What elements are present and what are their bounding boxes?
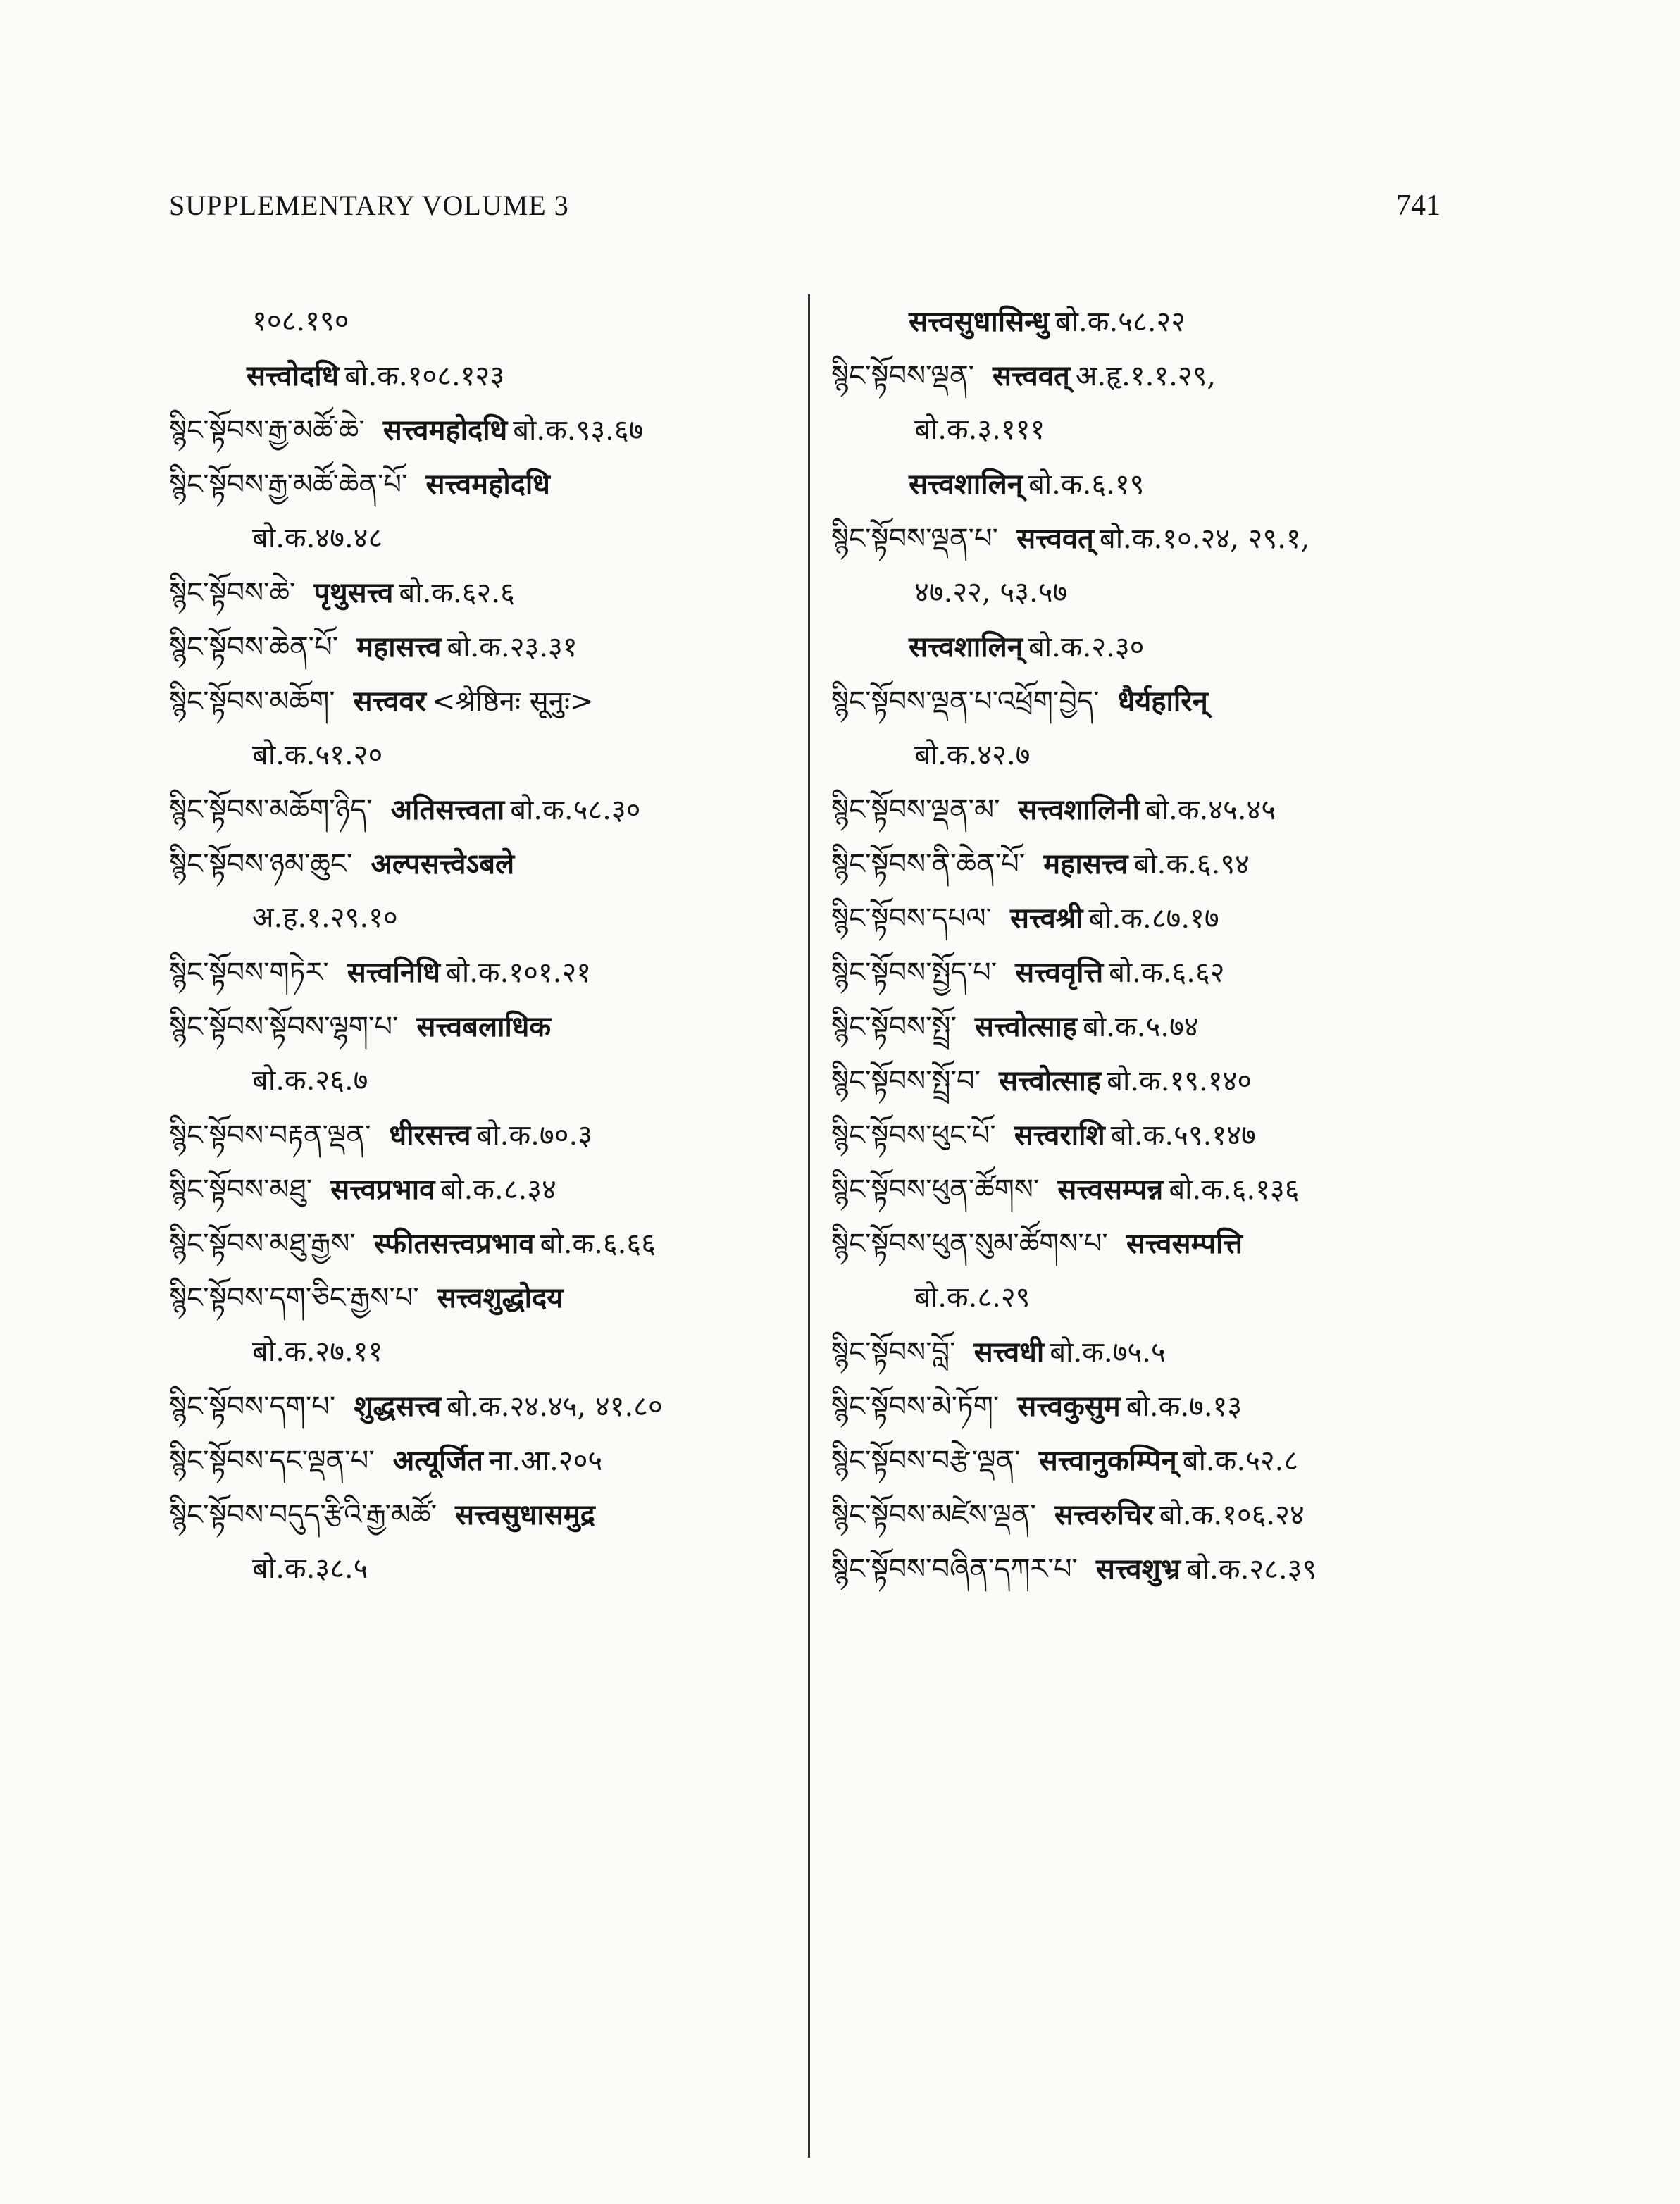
dictionary-entry-line (169, 403, 803, 457)
source-reference: बो.क.१९.१४० (1107, 1065, 1252, 1097)
source-reference: <श्रेष्ठिनः सूनुः> (431, 685, 594, 718)
sanskrit-equivalent: सत्त्वशालिन् (909, 630, 1023, 664)
source-reference: बो.क.६२.६ (399, 577, 515, 609)
source-reference: बो.क.३८.५ (252, 1552, 368, 1585)
source-reference: बो.क.५.७४ (1083, 1011, 1199, 1043)
dictionary-entry-line (169, 1488, 803, 1542)
tibetan-headword: སྙིང་སྟོབས་སྤྲོ་བ་ (831, 1065, 981, 1097)
tibetan-headword: སྙིང་སྟོབས་མེ་ཏོག་ (831, 1390, 1000, 1423)
tibetan-headword: སྙིང་སྟོབས་སྟོབས་ལྷག་པ་ (169, 1011, 399, 1043)
tibetan-headword: སྙིང་སྟོབས་དག་ཅིང་རྒྱས་པ་ (169, 1282, 419, 1314)
sanskrit-equivalent: सत्त्वसम्पत्ति (1126, 1227, 1243, 1260)
dictionary-entry-line (831, 620, 1444, 674)
source-reference: बो.क.५८.२२ (1054, 306, 1186, 338)
sanskrit-equivalent: सत्त्वबलाधिक (416, 1010, 552, 1043)
source-reference: बो.क.१०६.२४ (1159, 1499, 1305, 1531)
dictionary-entry-line (831, 1379, 1444, 1433)
sanskrit-equivalent: महासत्त्व (1043, 847, 1128, 880)
source-reference: बो.क.२८.३९ (1186, 1553, 1317, 1586)
tibetan-headword: སྙིང་སྟོབས་དཔལ་ (831, 902, 992, 935)
dictionary-entry-line (169, 511, 803, 566)
dictionary-entry-line (831, 1108, 1444, 1162)
sanskrit-equivalent: सत्त्वशुभ्र (1095, 1552, 1181, 1586)
source-reference: अ.ह.१.२९.१० (252, 902, 398, 934)
sanskrit-equivalent: सत्त्वमहोदधि (382, 413, 508, 447)
source-reference: बो.क.८.३४ (440, 1173, 556, 1206)
sanskrit-equivalent: सत्त्वोदधि (247, 359, 340, 392)
source-reference: बो.क.१०१.२१ (445, 957, 592, 989)
tibetan-headword: སྙིང་སྟོབས་མཛེས་ལྡན་ (831, 1499, 1036, 1531)
dictionary-entry-line (169, 457, 803, 511)
sanskrit-equivalent: सत्त्वशालिन् (909, 468, 1023, 501)
dictionary-entry-line (169, 294, 803, 349)
tibetan-headword: སྙིང་སྟོབས་ཕུན་ཚོགས་ (831, 1173, 1040, 1206)
tibetan-headword: སྙིང་སྟོབས་མཐུ་ (169, 1173, 313, 1206)
source-reference: बो.क.५८.३० (510, 794, 641, 826)
sanskrit-equivalent: सत्त्वप्रभाव (330, 1173, 435, 1206)
sanskrit-equivalent: सत्त्वसम्पन्न (1057, 1173, 1164, 1206)
tibetan-headword: སྙིང་སྟོབས་ཆེན་པོ་ (169, 631, 339, 664)
page-header (169, 182, 1441, 231)
sanskrit-equivalent: सत्त्वरुचिर (1054, 1498, 1154, 1531)
tibetan-headword: སྙིང་སྟོབས་དག་པ་ (169, 1390, 336, 1423)
dictionary-entry-line (831, 1271, 1444, 1325)
source-reference: बो.क.४५.४५ (1145, 794, 1276, 826)
source-reference: बो.क.६.१३६ (1169, 1173, 1300, 1206)
source-reference: बो.क.४२.७ (914, 739, 1031, 771)
sanskrit-equivalent: सत्त्वकुसुम (1017, 1390, 1121, 1423)
dictionary-entry-line (831, 403, 1444, 457)
tibetan-headword: སྙིང་སྟོབས་གཏེར་ (169, 957, 329, 989)
sanskrit-equivalent: पृथुसत्त्व (313, 576, 394, 609)
dictionary-entry-line (831, 891, 1444, 945)
sanskrit-equivalent: सत्त्ववृत्ति (1015, 956, 1104, 989)
dictionary-entry-line (169, 1379, 803, 1433)
dictionary-entry-line (169, 728, 803, 783)
tibetan-headword: སྙིང་སྟོབས་ལྡན་མ་ (831, 794, 1000, 826)
tibetan-headword: སྙིང་སྟོབས་ཆེ་ (169, 577, 296, 609)
dictionary-entry-line (169, 620, 803, 674)
source-reference: बो.क.५९.१४७ (1110, 1119, 1256, 1152)
dictionary-entry-line (831, 1542, 1444, 1596)
dictionary-entry-line (831, 945, 1444, 1000)
dictionary-entry-line (169, 1325, 803, 1379)
dictionary-entry-line (169, 1433, 803, 1488)
dictionary-entry-line (831, 1433, 1444, 1488)
source-reference: ना.आ.२०५ (488, 1445, 603, 1477)
page-number: 741 (1396, 189, 1441, 222)
tibetan-headword: སྙིང་སྟོབས་མཆོག་ (169, 685, 335, 718)
dictionary-entry-line (169, 1216, 803, 1271)
source-reference: बो.क.६.६६ (540, 1228, 656, 1260)
dictionary-entry-line (831, 1216, 1444, 1271)
source-reference: बो.क.५२.८ (1182, 1445, 1299, 1477)
sanskrit-equivalent: शुद्धसत्त्व (354, 1390, 442, 1423)
sanskrit-equivalent: सत्त्वश्री (1009, 902, 1083, 935)
tibetan-headword: སྙིང་སྟོབས་རྒྱ་མཚོ་ཆེ་ (169, 414, 365, 447)
dictionary-entry-line (169, 1542, 803, 1596)
source-reference: बो.क.३.१११ (914, 413, 1045, 446)
sanskrit-equivalent: सत्त्ववर (353, 685, 426, 718)
source-reference: बो.क.७.१३ (1126, 1390, 1243, 1423)
sanskrit-equivalent: सत्त्ववत् (993, 359, 1070, 392)
sanskrit-equivalent: सत्त्वसुधासमुद्र (455, 1498, 595, 1531)
tibetan-headword: སྙིང་སྟོབས་མཆོག་ཉིད་ (169, 794, 373, 826)
dictionary-entry-line (831, 1000, 1444, 1054)
column-divider (808, 294, 810, 2158)
sanskrit-equivalent: सत्त्वानुकम्पिन् (1038, 1444, 1177, 1477)
source-reference: बो.क.७५.५ (1050, 1336, 1166, 1369)
source-reference: बो.क.२३.३१ (447, 631, 578, 664)
sanskrit-equivalent: सत्त्वमहोदधि (425, 468, 550, 501)
tibetan-headword: སྙིང་སྟོབས་སྤྱོད་པ་ (831, 957, 997, 989)
tibetan-headword: སྙིང་སྟོབས་ལྡན་པ་འཕྲོག་བྱེད་ (831, 685, 1100, 718)
running-title: SUPPLEMENTARY VOLUME 3 (169, 189, 569, 221)
tibetan-headword: སྙིང་སྟོབས་མཐུ་རྒྱས་ (169, 1228, 356, 1260)
dictionary-entry-line (831, 349, 1444, 403)
tibetan-headword: སྙིང་སྟོབས་བརྩེ་ལྡན་ (831, 1445, 1021, 1477)
tibetan-headword: སྙིང་སྟོབས་བདུད་རྩིའི་རྒྱ་མཚོ་ (169, 1499, 437, 1531)
tibetan-headword: སྙིང་སྟོབས་ཕུན་སུམ་ཚོགས་པ་ (831, 1228, 1108, 1260)
sanskrit-equivalent: सत्त्वोत्साह (998, 1064, 1102, 1097)
sanskrit-equivalent: धैर्यहारिन् (1117, 685, 1208, 718)
sanskrit-equivalent: अल्पसत्त्वेऽबले (371, 847, 515, 880)
sanskrit-equivalent: सत्त्ववत् (1016, 522, 1094, 555)
dictionary-entry-line (831, 1488, 1444, 1542)
tibetan-headword: སྙིང་སྟོབས་ནི་ཆེན་པོ་ (831, 848, 1026, 880)
source-reference: ४७.२२, ५३.५७ (914, 576, 1068, 609)
sanskrit-equivalent: महासत्त्व (356, 630, 442, 664)
dictionary-entry-line (169, 1108, 803, 1162)
sanskrit-equivalent: सत्त्वशालिनी (1018, 793, 1140, 826)
left-column (169, 294, 803, 2154)
dictionary-entry-line (831, 1162, 1444, 1216)
source-reference: बो.क.६.९४ (1133, 848, 1250, 880)
dictionary-entry-line (169, 566, 803, 620)
dictionary-entry-line (169, 1271, 803, 1325)
dictionary-entry-line (169, 783, 803, 837)
tibetan-headword: སྙིང་སྟོབས་ཉམ་ཆུང་ (169, 848, 353, 880)
source-reference: बो.क.६.६२ (1109, 957, 1225, 989)
sanskrit-equivalent: अतिसत्त्वता (390, 793, 505, 826)
dictionary-entry-line (169, 837, 803, 891)
source-reference: १०८.१९० (252, 305, 349, 337)
sanskrit-equivalent: सत्त्वराशि (1014, 1119, 1105, 1152)
source-reference: बो.क.२६.७ (252, 1064, 368, 1097)
source-reference: बो.क.२.३० (1028, 631, 1145, 664)
dictionary-entry-line (169, 891, 803, 945)
sanskrit-equivalent: सत्त्वसुधासिन्धु (909, 305, 1050, 338)
source-reference: बो.क.८.२९ (914, 1281, 1031, 1314)
dictionary-entry-line (169, 945, 803, 1000)
dictionary-entry-line (831, 674, 1444, 728)
sanskrit-equivalent: सत्त्वधी (973, 1336, 1045, 1369)
source-reference: बो.क.५१.२० (252, 739, 383, 771)
tibetan-headword: སྙིང་སྟོབས་སྤྲོ་ (831, 1011, 957, 1043)
dictionary-entry-line (831, 837, 1444, 891)
source-reference: बो.क.७०.३ (476, 1119, 592, 1152)
source-reference: बो.क.९३.६७ (513, 414, 644, 447)
source-reference: बो.क.१०८.१२३ (344, 360, 505, 392)
sanskrit-equivalent: सत्त्वशुद्धोदय (437, 1281, 564, 1314)
tibetan-headword: སྙིང་སྟོབས་བློ་ (831, 1336, 956, 1369)
dictionary-entry-line (831, 1054, 1444, 1108)
dictionary-entry-line (831, 728, 1444, 783)
dictionary-entry-line (831, 457, 1444, 511)
dictionary-entry-line (831, 566, 1444, 620)
sanskrit-equivalent: स्फीतसत्त्वप्रभाव (373, 1227, 535, 1260)
dictionary-entry-line (831, 783, 1444, 837)
dictionary-entry-line (169, 1162, 803, 1216)
source-reference: बो.क.१०.२४, २९.१, (1099, 523, 1310, 555)
sanskrit-equivalent: सत्त्वनिधि (347, 956, 440, 989)
source-reference: बो.क.२४.४५, ४१.८० (447, 1390, 663, 1423)
tibetan-headword: སྙིང་སྟོབས་བརྟན་ལྡན་ (169, 1119, 371, 1152)
source-reference: अ.हृ.१.१.२९, (1075, 360, 1217, 392)
dictionary-entry-line (169, 1054, 803, 1108)
dictionary-entry-line (169, 349, 803, 403)
tibetan-headword: སྙིང་སྟོབས་བཞིན་དཀར་པ་ (831, 1553, 1078, 1586)
dictionary-entry-line (169, 1000, 803, 1054)
sanskrit-equivalent: धीरसत्त्व (389, 1119, 471, 1152)
dictionary-entry-line (169, 674, 803, 728)
sanskrit-equivalent: अत्यूर्जित (392, 1444, 483, 1477)
dictionary-entry-line (831, 1325, 1444, 1379)
dictionary-entry-line (831, 294, 1444, 349)
tibetan-headword: སྙིང་སྟོབས་ཕུང་པོ་ (831, 1119, 996, 1152)
source-reference: बो.क.४७.४८ (252, 522, 383, 554)
tibetan-headword: སྙིང་སྟོབས་ལྡན་པ་ (831, 523, 999, 555)
source-reference: बो.क.८७.१७ (1088, 902, 1219, 935)
tibetan-headword: སྙིང་སྟོབས་ལྡན་ (831, 360, 975, 392)
tibetan-headword: སྙིང་སྟོབས་རྒྱ་མཚོ་ཆེན་པོ་ (169, 468, 408, 501)
source-reference: बो.क.६.१९ (1028, 468, 1145, 501)
source-reference: बो.क.२७.११ (252, 1336, 383, 1368)
right-column (831, 294, 1444, 2154)
sanskrit-equivalent: सत्त्वोत्साह (974, 1010, 1078, 1043)
tibetan-headword: སྙིང་སྟོབས་དང་ལྡན་པ་ (169, 1445, 375, 1477)
dictionary-entry-line (831, 511, 1444, 566)
